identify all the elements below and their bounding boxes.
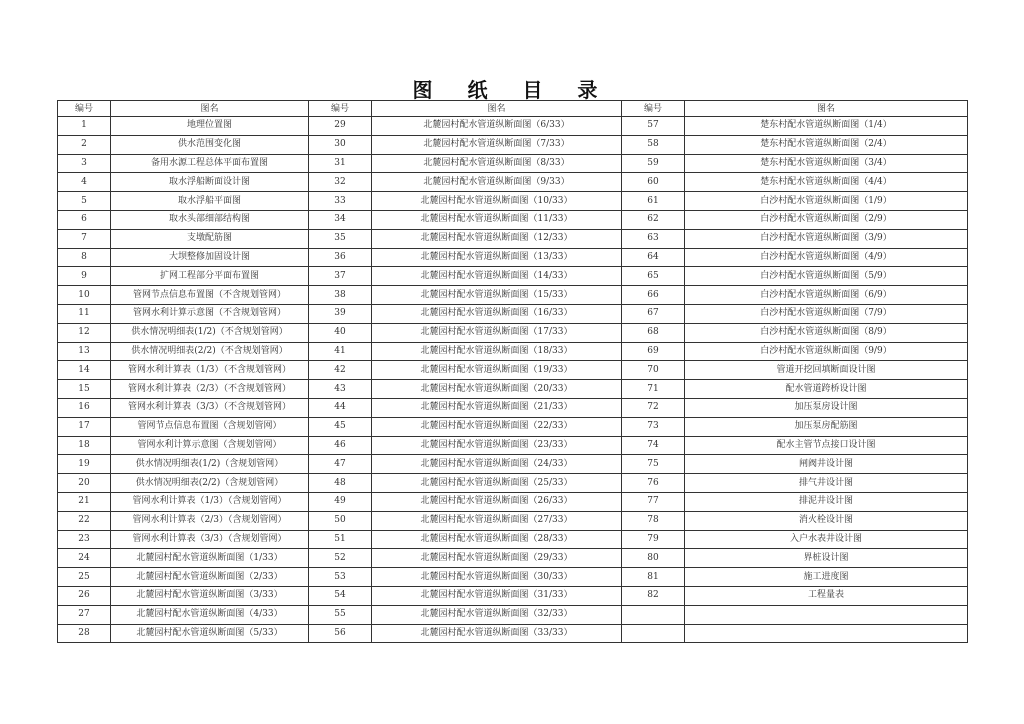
drawing-number: 18 [58, 436, 111, 455]
drawing-number: 35 [309, 229, 372, 248]
table-row [58, 361, 968, 380]
drawing-number: 55 [309, 605, 372, 624]
table-row [58, 229, 968, 248]
drawing-number: 79 [622, 530, 685, 549]
drawing-title: 北麓园村配水管道纵断面图（24/33） [372, 455, 622, 474]
drawing-title: 排泥井设计图 [685, 492, 968, 511]
drawing-title: 施工进度图 [685, 568, 968, 587]
drawing-number: 19 [58, 455, 111, 474]
drawing-number: 64 [622, 248, 685, 267]
drawing-number: 9 [58, 267, 111, 286]
drawing-number: 36 [309, 248, 372, 267]
drawing-number: 50 [309, 511, 372, 530]
drawing-title: 北麓园村配水管道纵断面图（2/33） [111, 568, 309, 587]
drawing-title: 北麓园村配水管道纵断面图（19/33） [372, 361, 622, 380]
drawing-number: 31 [309, 154, 372, 173]
drawing-title: 工程量表 [685, 586, 968, 605]
drawing-title: 界桩设计图 [685, 549, 968, 568]
drawing-number: 27 [58, 605, 111, 624]
drawing-number: 75 [622, 455, 685, 474]
drawing-title: 供水情况明细表(1/2)（不含规划管网） [111, 323, 309, 342]
drawing-number: 71 [622, 380, 685, 399]
table-row [58, 455, 968, 474]
table-row [58, 210, 968, 229]
table-row [58, 605, 968, 624]
drawing-number: 7 [58, 229, 111, 248]
table-row [58, 286, 968, 305]
table-row [58, 135, 968, 154]
drawing-number: 48 [309, 474, 372, 493]
drawing-number: 4 [58, 173, 111, 192]
drawing-title: 北麓园村配水管道纵断面图（12/33） [372, 229, 622, 248]
table-row [58, 586, 968, 605]
drawing-title: 北麓园村配水管道纵断面图（1/33） [111, 549, 309, 568]
drawing-title: 加压泵房设计图 [685, 398, 968, 417]
drawing-number: 81 [622, 568, 685, 587]
drawing-number: 6 [58, 210, 111, 229]
drawing-title: 北麓园村配水管道纵断面图（3/33） [111, 586, 309, 605]
drawing-title: 供水情况明细表(2/2)（含规划管网） [111, 474, 309, 493]
table-row [58, 154, 968, 173]
drawing-title: 白沙村配水管道纵断面图（2/9） [685, 210, 968, 229]
drawing-title: 管网水利计算示意图（不含规划管网） [111, 304, 309, 323]
drawing-title: 支墩配筋图 [111, 229, 309, 248]
drawing-title: 供水情况明细表(1/2)（含规划管网） [111, 455, 309, 474]
drawing-number: 34 [309, 210, 372, 229]
drawing-title: 北麓园村配水管道纵断面图（29/33） [372, 549, 622, 568]
drawing-title: 管网节点信息布置图（含规划管网） [111, 417, 309, 436]
drawing-title: 大坝整修加固设计图 [111, 248, 309, 267]
drawing-number: 53 [309, 568, 372, 587]
drawing-number: 25 [58, 568, 111, 587]
drawing-title: 入户水表井设计图 [685, 530, 968, 549]
drawing-title: 白沙村配水管道纵断面图（8/9） [685, 323, 968, 342]
drawing-title: 北麓园村配水管道纵断面图（26/33） [372, 492, 622, 511]
drawing-number: 59 [622, 154, 685, 173]
table-row [58, 549, 968, 568]
drawing-number: 5 [58, 192, 111, 211]
drawing-number: 51 [309, 530, 372, 549]
drawing-title: 北麓园村配水管道纵断面图（33/33） [372, 624, 622, 643]
table-row [58, 492, 968, 511]
drawing-title: 管网水利计算表（3/3）（不含规划管网） [111, 398, 309, 417]
drawing-title: 北麓园村配水管道纵断面图（11/33） [372, 210, 622, 229]
drawing-number: 30 [309, 135, 372, 154]
drawing-title: 备用水源工程总体平面布置图 [111, 154, 309, 173]
table-row [58, 398, 968, 417]
drawing-number: 56 [309, 624, 372, 643]
drawing-number: 12 [58, 323, 111, 342]
drawing-title [685, 624, 968, 643]
drawing-number: 62 [622, 210, 685, 229]
drawing-title: 管网水利计算示意图（含规划管网） [111, 436, 309, 455]
drawing-title: 北麓园村配水管道纵断面图（22/33） [372, 417, 622, 436]
drawing-title: 白沙村配水管道纵断面图（1/9） [685, 192, 968, 211]
drawing-number: 43 [309, 380, 372, 399]
drawing-title: 闸阀井设计图 [685, 455, 968, 474]
drawing-number: 67 [622, 304, 685, 323]
drawing-number: 13 [58, 342, 111, 361]
drawing-number: 10 [58, 286, 111, 305]
drawing-number: 26 [58, 586, 111, 605]
table-row [58, 267, 968, 286]
drawing-title: 管网节点信息布置图（不含规划管网） [111, 286, 309, 305]
drawing-number: 74 [622, 436, 685, 455]
drawing-title: 北麓园村配水管道纵断面图（32/33） [372, 605, 622, 624]
drawing-title: 北麓园村配水管道纵断面图（13/33） [372, 248, 622, 267]
drawing-number: 32 [309, 173, 372, 192]
header-number: 编号 [309, 101, 372, 117]
drawing-number [622, 605, 685, 624]
drawing-title: 北麓园村配水管道纵断面图（20/33） [372, 380, 622, 399]
drawing-number: 2 [58, 135, 111, 154]
drawing-number: 58 [622, 135, 685, 154]
drawing-title: 配水主管节点接口设计图 [685, 436, 968, 455]
drawing-title: 北麓园村配水管道纵断面图（23/33） [372, 436, 622, 455]
drawing-number [622, 624, 685, 643]
drawing-title: 管网水利计算表（3/3）（含规划管网） [111, 530, 309, 549]
drawing-title: 地理位置图 [111, 117, 309, 136]
drawing-title: 扩网工程部分平面布置图 [111, 267, 309, 286]
drawing-title: 排气井设计图 [685, 474, 968, 493]
drawing-title: 取水头部细部结构图 [111, 210, 309, 229]
drawing-title: 白沙村配水管道纵断面图（9/9） [685, 342, 968, 361]
table-row [58, 248, 968, 267]
table-row [58, 530, 968, 549]
drawing-number: 33 [309, 192, 372, 211]
drawing-index-table [57, 100, 968, 643]
drawing-number: 11 [58, 304, 111, 323]
table-row [58, 380, 968, 399]
drawing-title: 北麓园村配水管道纵断面图（17/33） [372, 323, 622, 342]
drawing-number: 70 [622, 361, 685, 380]
drawing-number: 46 [309, 436, 372, 455]
drawing-number: 40 [309, 323, 372, 342]
table-row [58, 304, 968, 323]
header-drawing-name: 图名 [372, 101, 622, 117]
drawing-title: 管网水利计算表（1/3）（不含规划管网） [111, 361, 309, 380]
drawing-number: 61 [622, 192, 685, 211]
drawing-title: 白沙村配水管道纵断面图（4/9） [685, 248, 968, 267]
drawing-title: 供水情况明细表(2/2)（不含规划管网） [111, 342, 309, 361]
drawing-number: 76 [622, 474, 685, 493]
drawing-number: 80 [622, 549, 685, 568]
drawing-number: 77 [622, 492, 685, 511]
drawing-title: 白沙村配水管道纵断面图（7/9） [685, 304, 968, 323]
drawing-title: 北麓园村配水管道纵断面图（4/33） [111, 605, 309, 624]
drawing-title: 楚东村配水管道纵断面图（4/4） [685, 173, 968, 192]
drawing-title: 管道开挖回填断面设计图 [685, 361, 968, 380]
table-row [58, 474, 968, 493]
drawing-title: 北麓园村配水管道纵断面图（30/33） [372, 568, 622, 587]
drawing-title: 北麓园村配水管道纵断面图（5/33） [111, 624, 309, 643]
drawing-number: 28 [58, 624, 111, 643]
drawing-title: 白沙村配水管道纵断面图（6/9） [685, 286, 968, 305]
drawing-title: 取水浮船平面图 [111, 192, 309, 211]
table-row [58, 624, 968, 643]
drawing-number: 63 [622, 229, 685, 248]
page-title: 图 纸 目 录 [412, 78, 612, 102]
table-row [58, 568, 968, 587]
drawing-number: 57 [622, 117, 685, 136]
drawing-title: 北麓园村配水管道纵断面图（7/33） [372, 135, 622, 154]
drawing-number: 23 [58, 530, 111, 549]
header-number: 编号 [622, 101, 685, 117]
drawing-title: 北麓园村配水管道纵断面图（27/33） [372, 511, 622, 530]
drawing-number: 41 [309, 342, 372, 361]
drawing-number: 69 [622, 342, 685, 361]
drawing-title: 北麓园村配水管道纵断面图（21/33） [372, 398, 622, 417]
drawing-title: 管网水利计算表（1/3）（含规划管网） [111, 492, 309, 511]
drawing-title: 北麓园村配水管道纵断面图（8/33） [372, 154, 622, 173]
drawing-title: 楚东村配水管道纵断面图（1/4） [685, 117, 968, 136]
drawing-number: 60 [622, 173, 685, 192]
table-row [58, 323, 968, 342]
table-row [58, 417, 968, 436]
table-row [58, 192, 968, 211]
table-row [58, 511, 968, 530]
drawing-number: 17 [58, 417, 111, 436]
drawing-title: 楚东村配水管道纵断面图（3/4） [685, 154, 968, 173]
drawing-title: 消火栓设计图 [685, 511, 968, 530]
drawing-number: 49 [309, 492, 372, 511]
table-body [58, 117, 968, 643]
drawing-title: 北麓园村配水管道纵断面图（18/33） [372, 342, 622, 361]
drawing-title: 供水范围变化图 [111, 135, 309, 154]
drawing-title: 北麓园村配水管道纵断面图（16/33） [372, 304, 622, 323]
table-row [58, 117, 968, 136]
drawing-number: 47 [309, 455, 372, 474]
drawing-number: 44 [309, 398, 372, 417]
table-row [58, 436, 968, 455]
drawing-number: 37 [309, 267, 372, 286]
table-row [58, 342, 968, 361]
drawing-number: 45 [309, 417, 372, 436]
drawing-title: 北麓园村配水管道纵断面图（14/33） [372, 267, 622, 286]
drawing-number: 73 [622, 417, 685, 436]
drawing-number: 1 [58, 117, 111, 136]
header-drawing-name: 图名 [111, 101, 309, 117]
drawing-title: 北麓园村配水管道纵断面图（10/33） [372, 192, 622, 211]
drawing-title: 白沙村配水管道纵断面图（3/9） [685, 229, 968, 248]
drawing-number: 66 [622, 286, 685, 305]
drawing-number: 24 [58, 549, 111, 568]
drawing-number: 8 [58, 248, 111, 267]
drawing-number: 15 [58, 380, 111, 399]
header-number: 编号 [58, 101, 111, 117]
drawing-title: 白沙村配水管道纵断面图（5/9） [685, 267, 968, 286]
drawing-number: 22 [58, 511, 111, 530]
drawing-title: 楚东村配水管道纵断面图（2/4） [685, 135, 968, 154]
drawing-number: 29 [309, 117, 372, 136]
drawing-title: 加压泵房配筋图 [685, 417, 968, 436]
drawing-number: 20 [58, 474, 111, 493]
drawing-title: 北麓园村配水管道纵断面图（28/33） [372, 530, 622, 549]
table-row [58, 173, 968, 192]
drawing-number: 38 [309, 286, 372, 305]
drawing-number: 78 [622, 511, 685, 530]
drawing-number: 52 [309, 549, 372, 568]
table-header-row [58, 101, 968, 117]
drawing-title: 取水浮船断面设计图 [111, 173, 309, 192]
drawing-title: 北麓园村配水管道纵断面图（15/33） [372, 286, 622, 305]
drawing-title: 管网水利计算表（2/3）（不含规划管网） [111, 380, 309, 399]
drawing-number: 39 [309, 304, 372, 323]
drawing-title: 配水管道跨桥设计图 [685, 380, 968, 399]
drawing-number: 16 [58, 398, 111, 417]
drawing-title: 北麓园村配水管道纵断面图（9/33） [372, 173, 622, 192]
drawing-number: 54 [309, 586, 372, 605]
drawing-title: 管网水利计算表（2/3）（含规划管网） [111, 511, 309, 530]
drawing-number: 14 [58, 361, 111, 380]
header-drawing-name: 图名 [685, 101, 968, 117]
drawing-number: 82 [622, 586, 685, 605]
drawing-number: 68 [622, 323, 685, 342]
drawing-number: 3 [58, 154, 111, 173]
drawing-title: 北麓园村配水管道纵断面图（31/33） [372, 586, 622, 605]
drawing-number: 21 [58, 492, 111, 511]
drawing-number: 42 [309, 361, 372, 380]
drawing-number: 72 [622, 398, 685, 417]
drawing-title: 北麓园村配水管道纵断面图（25/33） [372, 474, 622, 493]
drawing-title [685, 605, 968, 624]
drawing-number: 65 [622, 267, 685, 286]
drawing-title: 北麓园村配水管道纵断面图（6/33） [372, 117, 622, 136]
